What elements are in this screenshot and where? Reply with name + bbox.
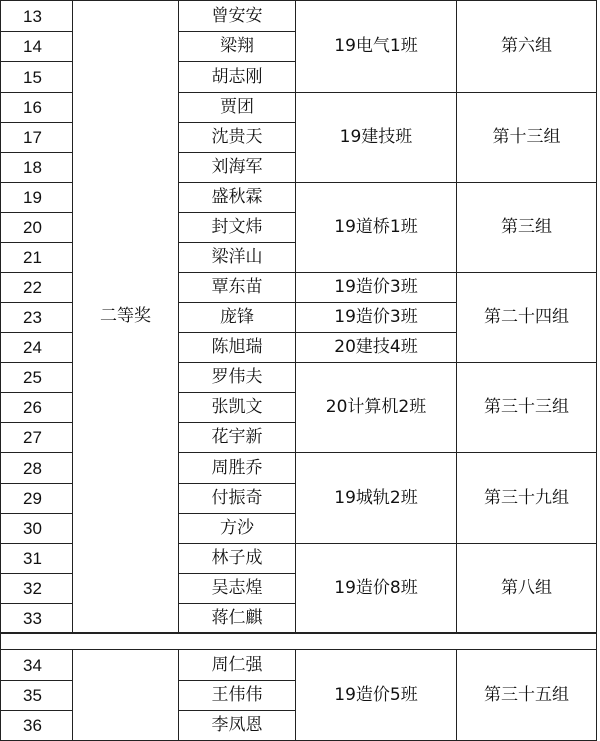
student-name: 方沙	[179, 514, 296, 544]
group-name: 第二十四组	[457, 273, 597, 363]
row-number: 14	[1, 32, 73, 62]
row-number: 34	[1, 650, 73, 681]
row-number: 32	[1, 574, 73, 604]
row-number: 36	[1, 711, 73, 741]
award-level: 二等奖	[73, 1, 179, 633]
award-level-cell	[73, 650, 179, 741]
class-name: 19造价3班	[296, 303, 457, 333]
student-name: 沈贵天	[179, 123, 296, 153]
student-name: 梁翔	[179, 32, 296, 62]
student-name: 林子成	[179, 544, 296, 574]
student-name: 周胜乔	[179, 453, 296, 484]
row-number: 17	[1, 123, 73, 153]
row-number: 21	[1, 243, 73, 273]
student-name: 陈旭瑞	[179, 333, 296, 363]
class-name: 19造价5班	[296, 650, 457, 741]
class-name: 19城轨2班	[296, 453, 457, 544]
row-number: 35	[1, 681, 73, 711]
table-separator	[0, 633, 597, 650]
group-name: 第六组	[457, 1, 597, 93]
row-number: 23	[1, 303, 73, 333]
class-name: 20计算机2班	[296, 363, 457, 453]
student-name: 吴志煌	[179, 574, 296, 604]
student-name: 封文炜	[179, 213, 296, 243]
group-name: 第三组	[457, 183, 597, 273]
row-number: 15	[1, 62, 73, 93]
table-row	[1, 650, 597, 681]
student-name: 庞锋	[179, 303, 296, 333]
student-name: 梁洋山	[179, 243, 296, 273]
student-name: 贾团	[179, 93, 296, 123]
row-number: 18	[1, 153, 73, 183]
student-name: 周仁强	[179, 650, 296, 681]
row-number: 16	[1, 93, 73, 123]
student-name: 罗伟夫	[179, 363, 296, 393]
separator-line	[0, 634, 1, 649]
class-name: 19造价3班	[296, 273, 457, 303]
class-name: 19建技班	[296, 93, 457, 183]
row-number: 24	[1, 333, 73, 363]
row-number: 33	[1, 604, 73, 633]
class-name: 19造价8班	[296, 544, 457, 633]
row-number: 28	[1, 453, 73, 484]
student-name: 覃东苗	[179, 273, 296, 303]
student-name: 花宇新	[179, 423, 296, 453]
group-name: 第三十九组	[457, 453, 597, 544]
row-number: 25	[1, 363, 73, 393]
award-table-continued	[0, 649, 597, 741]
row-number: 20	[1, 213, 73, 243]
row-number: 31	[1, 544, 73, 574]
group-name: 第十三组	[457, 93, 597, 183]
student-name: 盛秋霖	[179, 183, 296, 213]
class-name: 19电气1班	[296, 1, 457, 93]
row-number: 27	[1, 423, 73, 453]
student-name: 蒋仁麒	[179, 604, 296, 633]
row-number: 29	[1, 484, 73, 514]
row-number: 13	[1, 1, 73, 32]
group-name: 第三十三组	[457, 363, 597, 453]
row-number: 30	[1, 514, 73, 544]
student-name: 刘海军	[179, 153, 296, 183]
group-name: 第三十五组	[457, 650, 597, 741]
group-name: 第八组	[457, 544, 597, 633]
table-row	[1, 1, 597, 32]
student-name: 付振奇	[179, 484, 296, 514]
student-name: 胡志刚	[179, 62, 296, 93]
student-name: 王伟伟	[179, 681, 296, 711]
student-name: 曾安安	[179, 1, 296, 32]
row-number: 19	[1, 183, 73, 213]
student-name: 李凤恩	[179, 711, 296, 741]
class-name: 19道桥1班	[296, 183, 457, 273]
row-number: 22	[1, 273, 73, 303]
class-name: 20建技4班	[296, 333, 457, 363]
row-number: 26	[1, 393, 73, 423]
student-name: 张凯文	[179, 393, 296, 423]
